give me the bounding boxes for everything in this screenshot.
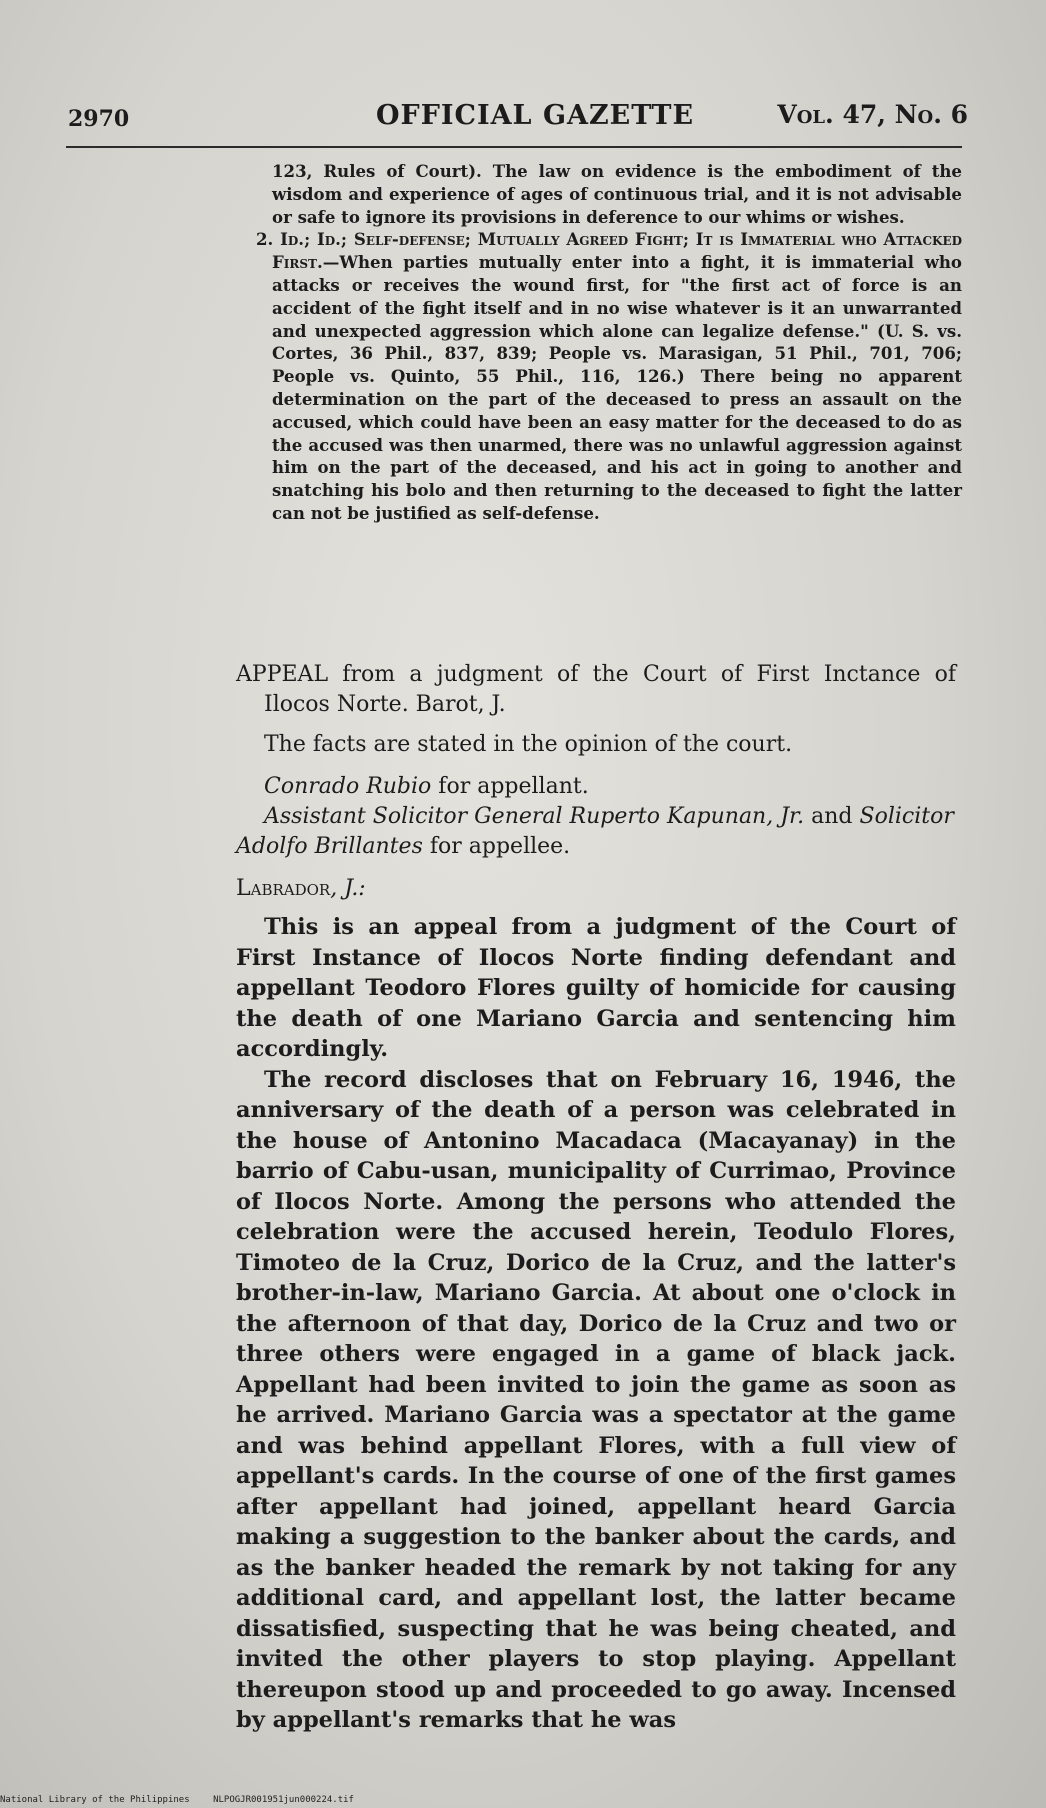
scan-file-id: NLPOGJR001951jun000224.tif — [213, 1795, 354, 1805]
syllabus-item-2-text: —When parties mutually enter into a fight, it is immaterial who attacks or receives the wound first, for "the first act of force is an accident of the fight itself and in no wise whatever is it an unwarranted and unexpected aggression which alone can legalize defense." (U. S. vs. Cortes, 36 Phil., 837, 839; People vs. Marasigan, 51 Phil., 701, 706; People vs. Quinto, 55 Phil., 116, 126.) There being no apparent determination on the part of the deceased to press an assault on the accused, which could have been an easy matter for the deceased to do as the accused was then unarmed, there was no unlawful aggression against him on the part of the deceased, and his act in going to another and snatching his bolo and then returning to the deceased to fight the latter can not be justified as self-defense. — [272, 252, 962, 523]
library-credit: National Library of the Philippines — [0, 1795, 190, 1805]
decision-text — [236, 660, 956, 1736]
scan-footer — [0, 1795, 372, 1805]
publication-title: OFFICIAL GAZETTE — [376, 100, 695, 131]
syllabus-item-1-continuation: 123, Rules of Court). The law on evidence is the embodiment of the wisdom and experience of ages of continuous trial, and it is not advisable or safe to ignore its provisions in deference to our whims or wishes. — [272, 161, 962, 227]
ponente-line — [236, 874, 956, 904]
syllabus-item-2-number: 2. — [256, 229, 274, 250]
ponente-name: Labrador — [236, 876, 331, 901]
syllabus-item-2-heading: Id.; Id.; Self-defense; Mutually Agreed Fight; It is Immaterial who Attacked First. — [272, 229, 963, 273]
opinion-paragraph-1: This is an appeal from a judgment of the Court of First Instance of Ilocos Norte finding defendant and appellant Teodoro Flores guilty of homicide for causing the death of one Mariano Garcia and sentencing him accordingly. — [236, 914, 956, 1062]
facts-statement: The facts are stated in the opinion of the court. — [264, 732, 793, 757]
appellant-counsel-role: for appellant. — [431, 774, 589, 799]
opinion-paragraph-2: The record discloses that on February 16, 1946, the anniversary of the death of a person was celebrated in the house of Antonino Macadaca (Macayanay) in the barrio of Cabu-usan, municipality of Currimao, Province of Ilocos Norte. Among the persons who attended the celebration were the accused herein, Teodulo Flores, Timoteo de la Cruz, Dorico de la Cruz, and the latter's brother-in-law, Mariano Garcia. At about one o'clock in the afternoon of that day, Dorico de la Cruz and two or three others were engaged in a game of black jack. Appellant had been invited to join the game as soon as he arrived. Mariano Garcia was a spectator at the game and was behind appellant Flores, with a full view of appellant's cards. In the course of one of the first games after appellant had joined, appellant heard Garcia making a suggestion to the banker about the cards, and as the banker headed the remark by not taking for any additional card, and appellant lost, the latter became dissatisfied, suspecting that he was being cheated, and invited the other players to stop playing. Appellant thereupon stood up and proceeded to go away. Incensed by appellant's remarks that he was — [236, 1066, 956, 1733]
appellee-counsel-and: and — [804, 804, 860, 829]
appellee-counsel-name-2: Solicitor Adolfo Brillantes — [236, 804, 954, 859]
appellee-counsel-name-1: Assistant Solicitor General Ruperto Kapunan, Jr. — [264, 804, 805, 829]
syllabus-block — [256, 160, 963, 525]
syllabus-item-2 — [256, 228, 962, 524]
volume-label: Vol. 47, No. 6 — [777, 100, 968, 129]
page-number: 2970 — [68, 106, 130, 132]
ponente-suffix: , J.: — [330, 876, 366, 901]
counsel-appellant — [236, 772, 956, 802]
counsel-appellee — [236, 802, 956, 862]
appellant-counsel-name: Conrado Rubio — [264, 774, 432, 799]
appellee-counsel-role: for appellee. — [422, 834, 571, 859]
page-header — [68, 100, 968, 140]
appeal-statement: APPEAL from a judgment of the Court of First Inctance of Ilocos Norte. Barot, J. — [236, 662, 956, 717]
header-divider — [66, 146, 962, 148]
